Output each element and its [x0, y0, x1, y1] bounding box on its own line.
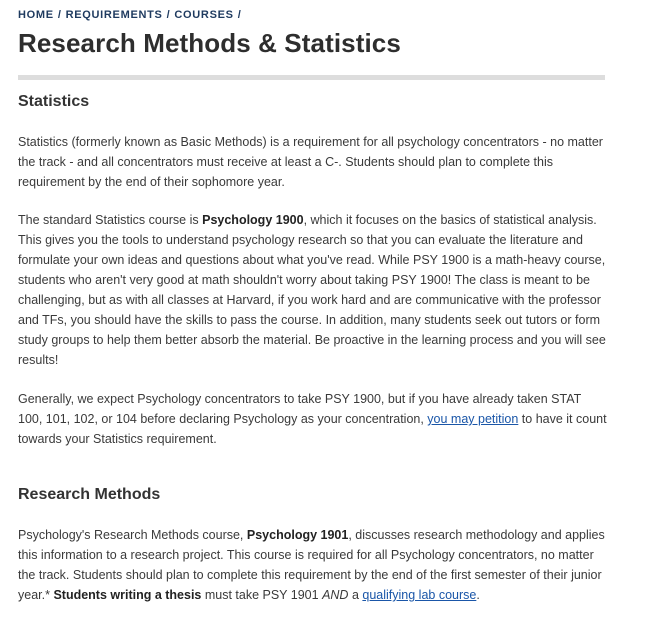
text-span: The standard Statistics course is [18, 213, 203, 227]
text-span: . [476, 588, 480, 602]
breadcrumb-separator: / [237, 9, 242, 21]
statistics-paragraph-2 [18, 210, 608, 370]
statistics-heading: Statistics [18, 93, 90, 110]
course-name-psychology-1901: Psychology 1901 [246, 528, 349, 542]
statistics-paragraph-1: Statistics (formerly known as Basic Methods) is a requirement for all psychology concentrators - no matter the track - and all concentrators must receive at least a C-. Students should plan to complete this requirement by the end of their sophomore year. [18, 135, 603, 189]
text-span: Generally, we expect Psychology concentrators to take PSY 1900, but if you have already taken STAT 100, 101, 102, or 104 before declaring Psychology as your concentration, [18, 392, 582, 426]
text-span: Psychology's Research Methods course, [18, 528, 247, 542]
qualifying-lab-course-link[interactable]: qualifying lab course [362, 588, 477, 602]
text-span: a [348, 588, 363, 602]
thesis-note: Students writing a thesis [53, 588, 202, 602]
course-name-psychology-1900: Psychology 1900 [202, 213, 304, 227]
text-span: , discusses research methodology and applies this information to a research project. This course is required for all Psychology concentrators, no matter the track. Students should plan to complete this requirement by the end of the first semester of their junior year.* [18, 528, 605, 602]
breadcrumb-requirements-link[interactable]: REQUIREMENTS [65, 9, 163, 21]
page-title: Research Methods & Statistics [18, 28, 401, 58]
statistics-paragraph-3 [18, 389, 608, 449]
title-divider [18, 75, 605, 80]
research-methods-paragraph [18, 525, 608, 605]
emphasis-and: AND [322, 588, 349, 602]
research-methods-heading: Research Methods [18, 486, 161, 503]
breadcrumb-home-link[interactable]: HOME [18, 9, 54, 21]
breadcrumb-courses-link[interactable]: COURSES [174, 9, 234, 21]
breadcrumb-separator: / [166, 9, 171, 21]
text-span: to have it count towards your Statistics requirement. [18, 412, 607, 446]
text-span: , which it focuses on the basics of statistical analysis. This gives you the tools to understand psychology research so that you can evaluate the literature and formulate your own ideas and questions about what you've read. While PSY 1900 is a math-heavy course, students who aren't very good at math shouldn't worry about taking PSY 1900! The class is meant to be challenging, but as with all classes at Harvard, if you work hard and are communicative with the professor and TFs, you should have the skills to pass the course. In addition, many students seek out tutors or form study groups to help them better absorb the material. Be proactive in the learning process and you will see results! [18, 213, 606, 367]
petition-link[interactable]: you may petition [427, 412, 519, 426]
breadcrumb-separator: / [57, 9, 62, 21]
text-span: must take PSY 1901 [201, 588, 323, 602]
breadcrumb [18, 9, 245, 21]
